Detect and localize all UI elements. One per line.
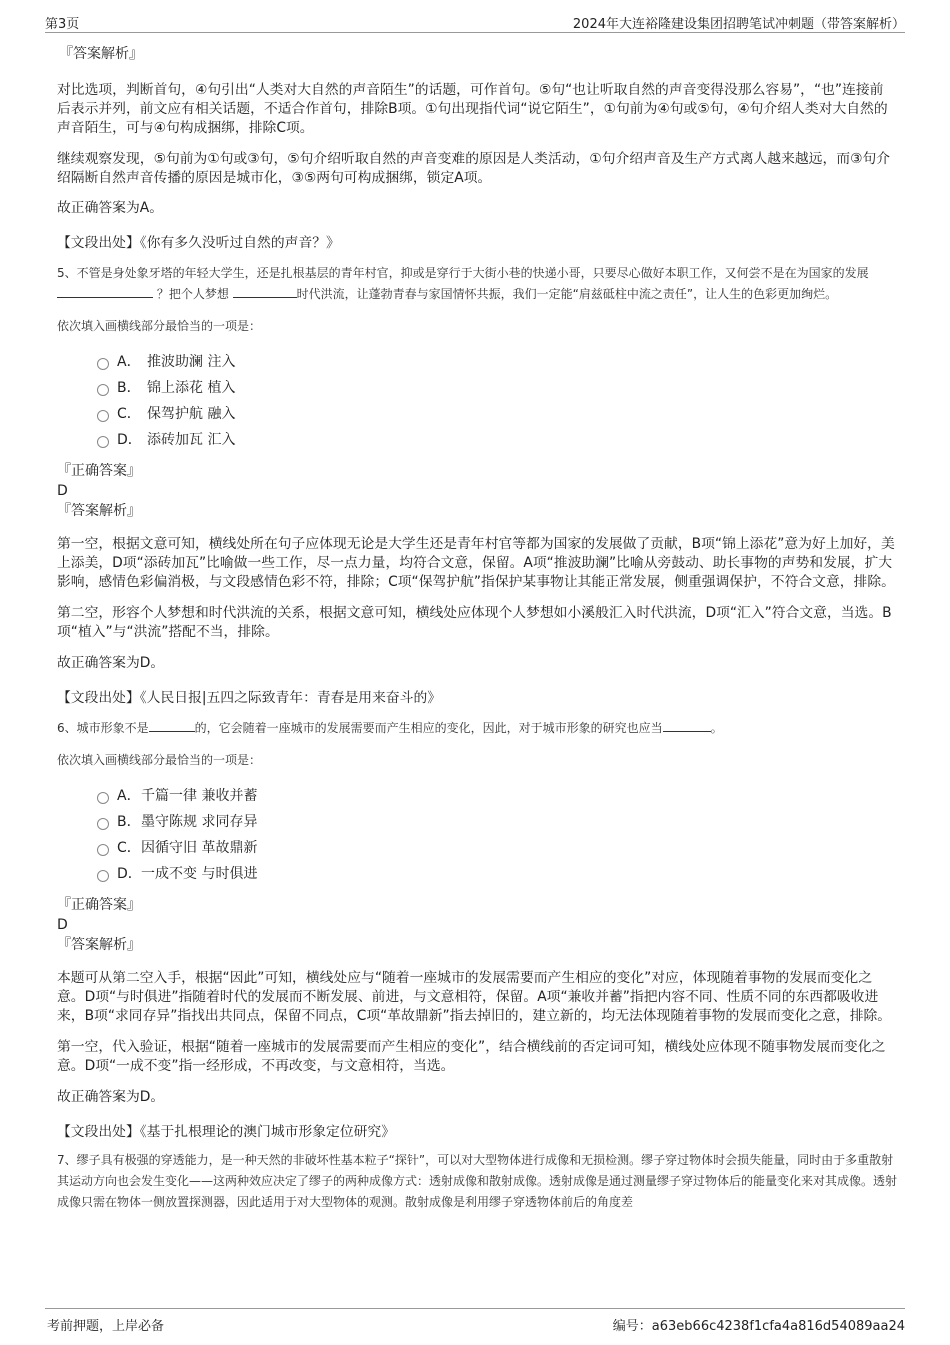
correct-answer-label: 『正确答案』 xyxy=(57,897,141,913)
q6-option-d[interactable] xyxy=(97,861,897,887)
page-footer xyxy=(45,1308,905,1335)
q6-analysis-paragraph-1: 本题可从第二空入手，根据“因此”可知，横线处应与“随着一座城市的发展需要而产生相应的变化”对应，体现随着事物的发展而变化之意。D项“与时俱进”指随着时代的发展而不断发展、前进，与文意相符，保留。A项“兼收并蓄”指把内容不同、性质不同的东西都吸收进来，B项“求同存异”指找出共同点，保留不同点，C项“革故鼎新”指去掉旧的，建立新的，均无法体现随着事物的发展而变化之意，排除。 xyxy=(57,970,892,1024)
q5-option-b[interactable] xyxy=(97,375,897,401)
q6-conclusion: 故正确答案为D。 xyxy=(57,1089,165,1105)
option-letter: C． xyxy=(117,406,141,422)
analysis-label: 『答案解析』 xyxy=(59,46,143,62)
option-letter: A． xyxy=(117,788,141,804)
option-letter: B． xyxy=(117,380,141,396)
q6-option-b[interactable] xyxy=(97,809,897,835)
q6-answer: D xyxy=(57,917,68,933)
q5-stem-part-2: ？把个人梦想 xyxy=(156,287,229,301)
q4-conclusion: 故正确答案为A。 xyxy=(57,200,164,216)
radio-icon[interactable] xyxy=(97,410,109,422)
q5-analysis-paragraph-2: 第二空，形容个人梦想和时代洪流的关系，根据文意可知，横线处应体现个人梦想如小溪般汇入时代洪流，D项“汇入”符合文意，当选。B项“植入”与“洪流”搭配不当，排除。 xyxy=(57,605,892,640)
q5-answer: D xyxy=(57,483,68,499)
radio-icon[interactable] xyxy=(97,436,109,448)
q6-blank-1 xyxy=(149,719,195,732)
analysis-label: 『答案解析』 xyxy=(57,937,141,953)
q5-stem-part-3: 时代洪流，让蓬勃青春与家国情怀共振，我们一定能“肩兹砥柱中流之责任”，让人生的色彩更加绚烂。 xyxy=(296,287,838,301)
q5-conclusion: 故正确答案为D。 xyxy=(57,655,165,671)
q6-options xyxy=(57,783,897,887)
radio-icon[interactable] xyxy=(97,384,109,396)
q5-blank-2 xyxy=(233,285,297,298)
q5-source: 【文段出处】《人民日报|五四之际致青年：青春是用来奋斗的》 xyxy=(57,690,442,706)
q5-option-c[interactable] xyxy=(97,401,897,427)
radio-icon[interactable] xyxy=(97,844,109,856)
option-text: 推波助澜 注入 xyxy=(147,354,236,370)
correct-answer-label: 『正确答案』 xyxy=(57,463,141,479)
q6-stem xyxy=(57,718,897,739)
option-text: 一成不变 与时俱进 xyxy=(141,866,258,882)
q6-source: 【文段出处】《基于扎根理论的澳门城市形象定位研究》 xyxy=(57,1124,396,1140)
option-text: 因循守旧 革故鼎新 xyxy=(141,840,258,856)
option-text: 添砖加瓦 汇入 xyxy=(147,432,236,448)
page-number: 第3页 xyxy=(45,17,80,32)
document-body xyxy=(57,44,897,1213)
q6-option-a[interactable] xyxy=(97,783,897,809)
footer-slogan: 考前押题，上岸必备 xyxy=(47,1319,165,1334)
option-letter: A． xyxy=(117,354,141,370)
option-letter: B． xyxy=(117,814,141,830)
radio-icon[interactable] xyxy=(97,818,109,830)
document-title: 2024年大连裕隆建设集团招聘笔试冲刺题（带答案解析） xyxy=(572,17,905,32)
option-text: 墨守陈规 求同存异 xyxy=(141,814,258,830)
option-text: 保驾护航 融入 xyxy=(147,406,236,422)
q5-stem-part-1: 5、不管是身处象牙塔的年轻大学生，还是扎根基层的青年村官，抑或是穿行于大街小巷的快递小哥，只要尽心做好本职工作，又何尝不是在为国家的发展 xyxy=(57,266,869,280)
q5-option-a[interactable] xyxy=(97,349,897,375)
option-letter: D． xyxy=(117,432,142,448)
q6-instruction: 依次填入画横线部分最恰当的一项是： xyxy=(57,753,262,767)
q6-analysis-paragraph-2: 第一空，代入验证，根据“随着一座城市的发展需要而产生相应的变化”，结合横线前的否定词可知，横线处应体现不随事物发展而变化之意。D项“一成不变”指一经形成，不再改变，与文意相符，当选。 xyxy=(57,1039,886,1074)
q6-blank-2 xyxy=(663,719,711,732)
q6-stem-part-2: 的，它会随着一座城市的发展需要而产生相应的变化，因此，对于城市形象的研究也应当 xyxy=(194,721,663,735)
q4-source: 【文段出处】《你有多久没听过自然的声音？》 xyxy=(57,235,340,251)
option-letter: C． xyxy=(117,840,141,856)
q6-stem-part-3: 。 xyxy=(710,721,723,735)
analysis-label: 『答案解析』 xyxy=(57,503,141,519)
q4-analysis-paragraph-2: 继续观察发现，⑤句前为①句或③句，⑤句介绍听取自然的声音变难的原因是人类活动，①句介绍声音及生产方式离人越来越远，而③句介绍隔断自然声音传播的原因是城市化，③⑤两句可构成捆绑，锁定A项。 xyxy=(57,151,891,186)
option-text: 千篇一律 兼收并蓄 xyxy=(141,788,258,804)
q5-options xyxy=(57,349,897,453)
q5-analysis-paragraph-1: 第一空，根据文意可知，横线处所在句子应体现无论是大学生还是青年村官等都为国家的发展做了贡献，B项“锦上添花”意为好上加好，美上添美，D项“添砖加瓦”比喻做一些工作，尽一点力量，均符合文意，保留。A项“推波助澜”比喻从旁鼓动、助长事物的声势和发展，扩大影响，感情色彩偏消极，与文段感情色彩不符，排除；C项“保驾护航”指保护某事物让其能正常发展，侧重强调保护，不符合文意，排除。 xyxy=(57,536,895,590)
q5-option-d[interactable] xyxy=(97,427,897,453)
q5-blank-1 xyxy=(57,285,153,298)
q4-analysis-paragraph-1: 对比选项，判断首句，④句引出“人类对大自然的声音陌生”的话题，可作首句。⑤句“也让听取自然的声音变得没那么容易”，“也”连接前后表示并列，前文应有相关话题，不适合作首句，排除B项。①句出现指代词“说它陌生”，①句前为④句或⑤句，④句介绍人类对大自然的声音陌生，可与④句构成捆绑，排除C项。 xyxy=(57,82,888,136)
q6-stem-part-1: 6、城市形象不是 xyxy=(57,721,149,735)
page-header xyxy=(45,10,905,33)
q7-stem: 7、缪子具有极强的穿透能力，是一种天然的非破坏性基本粒子“探针”，可以对大型物体进行成像和无损检测。缪子穿过物体时会损失能量，同时由于多重散射其运动方向也会发生变化——这两种效应决定了缪子的两种成像方式：透射成像和散射成像。透射成像是通过测量缪子穿过物体后的能量变化来对其成像。透射成像只需在物体一侧放置探测器，因此适用于对大型物体的观测。散射成像是利用缪子穿透物体前后的角度差 xyxy=(57,1153,898,1209)
q5-stem xyxy=(57,263,897,305)
option-text: 锦上添花 植入 xyxy=(147,380,236,396)
radio-icon[interactable] xyxy=(97,358,109,370)
document-code: 编号：a63eb66c4238f1cfa4a816d54089aa24 xyxy=(612,1319,905,1334)
q6-option-c[interactable] xyxy=(97,835,897,861)
option-letter: D． xyxy=(117,866,142,882)
q5-instruction: 依次填入画横线部分最恰当的一项是： xyxy=(57,319,262,333)
radio-icon[interactable] xyxy=(97,870,109,882)
radio-icon[interactable] xyxy=(97,792,109,804)
